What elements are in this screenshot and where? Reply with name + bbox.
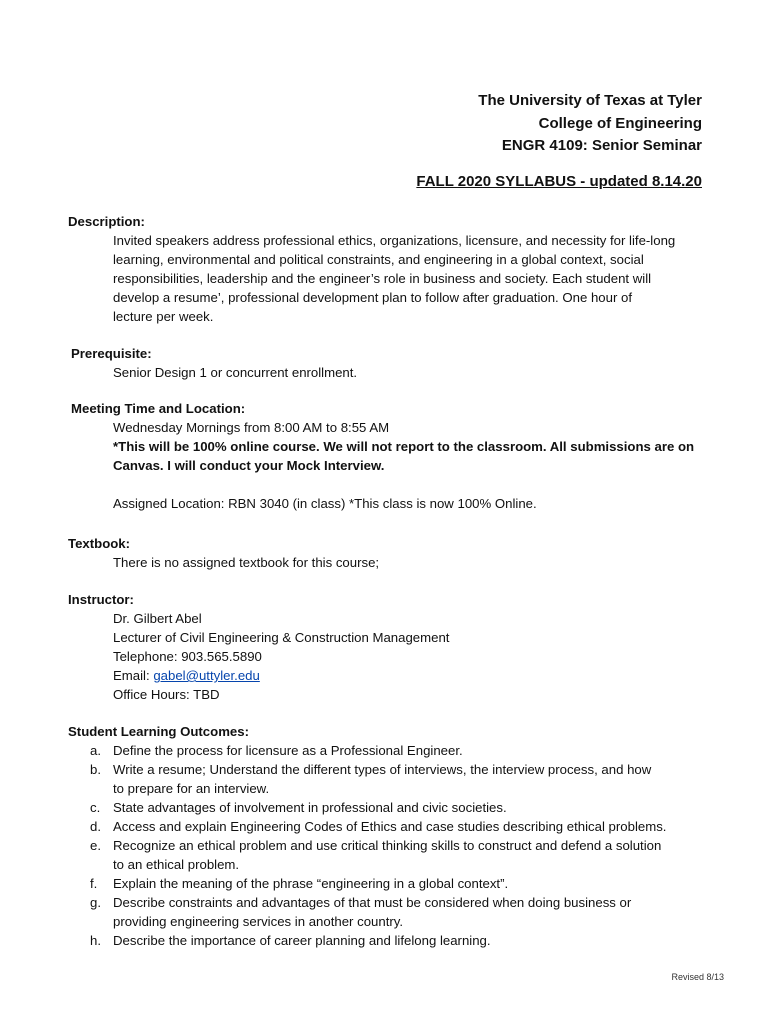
university-name: The University of Texas at Tyler [478, 92, 702, 109]
outcome-letter: a. [90, 743, 101, 758]
meeting-time: Wednesday Mornings from 8:00 AM to 8:55 AM [113, 420, 390, 435]
outcome-text: Explain the meaning of the phrase “engineering in a global context”. [113, 876, 509, 891]
instructor-section [68, 590, 708, 704]
outcomes-label: Student Learning Outcomes: [68, 724, 249, 739]
description-line: responsibilities, leadership and the engineer’s role in business and society. Each student will [113, 271, 652, 286]
outcome-item [68, 931, 708, 950]
description-text [68, 231, 708, 326]
outcome-text: providing engineering services in another country. [113, 914, 404, 929]
outcome-letter: e. [90, 838, 101, 853]
syllabus-title: FALL 2020 SYLLABUS - updated 8.14.20 [416, 173, 702, 190]
outcome-text: Write a resume; Understand the different types of interviews, the interview process, and how [113, 762, 652, 777]
outcome-text: State advantages of involvement in professional and civic societies. [113, 800, 507, 815]
outcome-text: to an ethical problem. [113, 857, 240, 872]
meeting-label: Meeting Time and Location: [71, 401, 246, 416]
online-notice: *This will be 100% online course. We will not report to the classroom. All submissions are on [113, 439, 695, 454]
textbook-section [68, 534, 708, 572]
college-name: College of Engineering [538, 114, 702, 132]
prerequisite-text: Senior Design 1 or concurrent enrollment. [113, 365, 358, 380]
outcome-letter: b. [90, 762, 101, 777]
outcome-item [68, 893, 708, 931]
outcome-text: Describe the importance of career planning and lifelong learning. [113, 933, 491, 948]
outcome-text: to prepare for an interview. [113, 781, 270, 796]
textbook-label: Textbook: [68, 536, 131, 551]
instructor-email-link[interactable]: gabel@uttyler.edu [153, 668, 260, 683]
meeting-section [68, 399, 708, 513]
textbook-text: There is no assigned textbook for this course; [113, 555, 380, 570]
outcome-item [68, 836, 708, 874]
outcome-text: Define the process for licensure as a Professional Engineer. [113, 743, 463, 758]
description-line: lecture per week. [113, 309, 214, 324]
outcomes-list [68, 741, 708, 950]
prerequisite-section [68, 344, 708, 382]
course-title: ENGR 4109: Senior Seminar [501, 137, 702, 154]
instructor-phone: Telephone: 903.565.5890 [113, 649, 262, 664]
outcome-letter: d. [90, 819, 101, 834]
outcome-item [68, 760, 708, 798]
document-header [478, 90, 702, 158]
description-line: learning, environmental and political constraints, and engineering in a global context, social [113, 252, 644, 267]
description-section [68, 212, 708, 326]
outcome-text: Recognize an ethical problem and use critical thinking skills to construct and defend a solution [113, 838, 662, 853]
instructor-title: Lecturer of Civil Engineering & Construction Management [113, 630, 450, 645]
office-hours: Office Hours: TBD [113, 687, 220, 702]
outcome-item [68, 874, 708, 893]
outcome-letter: f. [90, 876, 98, 891]
instructor-email-line [113, 666, 708, 685]
online-notice: Canvas. I will conduct your Mock Interview. [113, 458, 385, 473]
outcome-item [68, 741, 708, 760]
meeting-location: Assigned Location: RBN 3040 (in class) *This class is now 100% Online. [113, 496, 537, 511]
outcome-letter: c. [90, 800, 101, 815]
email-prefix: Email: [113, 668, 154, 683]
prerequisite-label: Prerequisite: [71, 346, 152, 361]
outcome-letter: g. [90, 895, 101, 910]
outcome-text: Describe constraints and advantages of that must be considered when doing business or [113, 895, 632, 910]
outcome-text: Access and explain Engineering Codes of Ethics and case studies describing ethical problems. [113, 819, 667, 834]
description-line: develop a resume’, professional development plan to follow after graduation. One hour of [113, 290, 633, 305]
outcome-item [68, 817, 708, 836]
instructor-label: Instructor: [68, 592, 134, 607]
instructor-name: Dr. Gilbert Abel [113, 611, 202, 626]
outcome-letter: h. [90, 933, 101, 948]
description-label: Description: [68, 214, 145, 229]
outcomes-section [68, 722, 708, 950]
outcome-item [68, 798, 708, 817]
revision-note: Revised 8/13 [671, 972, 724, 982]
description-line: Invited speakers address professional ethics, organizations, licensure, and necessity for life-long [113, 233, 676, 248]
